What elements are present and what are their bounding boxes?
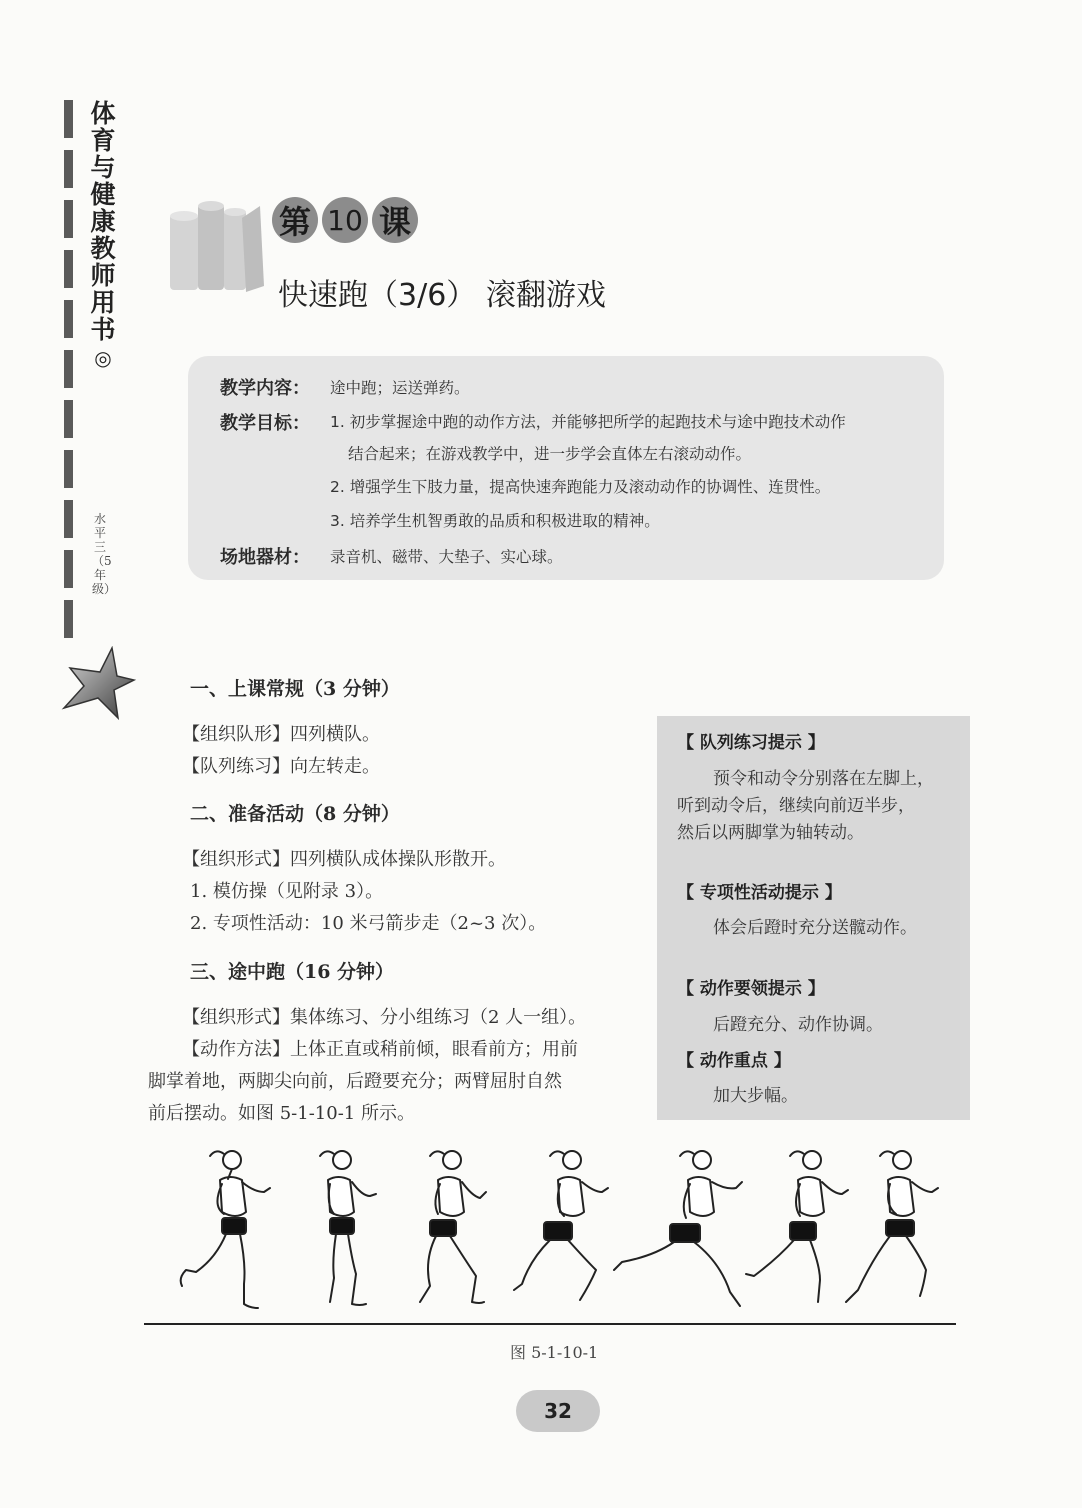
star-icon bbox=[60, 646, 136, 720]
spine-dash-bar bbox=[64, 100, 73, 640]
s3-line-1: 【组织形式】集体练习、分小组练习（2 人一组）。 bbox=[182, 1007, 587, 1028]
goal-3: 3. 培养学生机智勇敢的品质和积极进取的精神。 bbox=[330, 512, 660, 530]
s1-line-1: 【组织队形】四列横队。 bbox=[182, 724, 380, 745]
runner-7 bbox=[846, 1151, 938, 1302]
content-text: 途中跑；运送弹药。 bbox=[330, 379, 470, 397]
s2-line-2: 1. 模仿操（见附录 3）。 bbox=[190, 881, 384, 902]
teaching-info-box bbox=[188, 356, 944, 580]
tip-3-line-1: 后蹬充分、动作协调。 bbox=[713, 1015, 883, 1035]
lesson-suffix: 课 bbox=[372, 197, 418, 243]
goal-1b: 结合起来；在游戏教学中，进一步学会直体左右滚动动作。 bbox=[348, 445, 752, 463]
content-label: 教学内容： bbox=[220, 378, 310, 399]
s1-line-2: 【队列练习】向左转走。 bbox=[182, 756, 380, 777]
runner-6 bbox=[746, 1151, 848, 1302]
spine-book-title bbox=[88, 100, 118, 372]
tip-1-line-1: 预令和动令分别落在左脚上， bbox=[713, 769, 934, 789]
books-icon bbox=[168, 196, 264, 296]
lesson-number: 10 bbox=[322, 197, 368, 243]
goal-label: 教学目标： bbox=[220, 413, 310, 434]
s3-line-2: 【动作方法】上体正直或稍前倾，眼看前方；用前 bbox=[182, 1039, 578, 1060]
tip-1-line-3: 然后以两脚掌为轴转动。 bbox=[677, 823, 864, 843]
section-2-heading: 二、准备活动（8 分钟） bbox=[190, 803, 400, 825]
runner-3 bbox=[420, 1151, 486, 1303]
runner-2 bbox=[320, 1151, 376, 1305]
s2-line-3: 2. 专项性活动：10 米弓箭步走（2~3 次）。 bbox=[190, 913, 547, 934]
runner-1 bbox=[181, 1151, 270, 1308]
figure-caption: 图 5-1-10-1 bbox=[510, 1343, 599, 1362]
spine-mark: ◎ bbox=[94, 346, 112, 370]
spine-title-text: 体育与健康教师用书 bbox=[90, 99, 116, 344]
spine-grade: 水平三（5年级） bbox=[92, 512, 117, 596]
page-number: 32 bbox=[516, 1390, 600, 1432]
goal-2: 2. 增强学生下肢力量，提高快速奔跑能力及滚动动作的协调性、连贯性。 bbox=[330, 478, 831, 496]
tip-3-heading: 【 动作要领提示 】 bbox=[677, 979, 825, 999]
goal-1a: 1. 初步掌握途中跑的动作方法，并能够把所学的起跑技术与途中跑技术动作 bbox=[330, 413, 846, 431]
runner-4 bbox=[514, 1151, 608, 1300]
tip-2-line-1: 体会后蹬时充分送髋动作。 bbox=[713, 918, 917, 938]
tip-1-line-2: 听到动令后，继续向前迈半步， bbox=[677, 796, 915, 816]
s3-line-3: 脚掌着地，两脚尖向前，后蹬要充分；两臂屈肘自然 bbox=[148, 1071, 562, 1092]
s2-line-1: 【组织形式】四列横队成体操队形散开。 bbox=[182, 849, 506, 870]
tips-sidebar bbox=[657, 716, 970, 1120]
section-3-heading: 三、途中跑（16 分钟） bbox=[190, 961, 395, 983]
tip-2-heading: 【 专项性活动提示 】 bbox=[677, 883, 842, 903]
lesson-subtitle: 快速跑（3/6） 滚翻游戏 bbox=[278, 278, 606, 313]
tip-4-heading: 【 动作重点 】 bbox=[677, 1051, 791, 1071]
section-1-heading: 一、上课常规（3 分钟） bbox=[190, 678, 400, 700]
tip-1-heading: 【 队列练习提示 】 bbox=[677, 733, 825, 753]
equip-text: 录音机、磁带、大垫子、实心球。 bbox=[330, 548, 563, 566]
tip-4-line-1: 加大步幅。 bbox=[713, 1086, 798, 1106]
s3-line-4: 前后摆动。如图 5-1-10-1 所示。 bbox=[148, 1103, 415, 1124]
runner-5 bbox=[614, 1151, 742, 1306]
lesson-heading bbox=[272, 197, 422, 243]
running-sequence-figure bbox=[140, 1140, 960, 1330]
lesson-prefix: 第 bbox=[272, 197, 318, 243]
equip-label: 场地器材： bbox=[220, 547, 310, 568]
